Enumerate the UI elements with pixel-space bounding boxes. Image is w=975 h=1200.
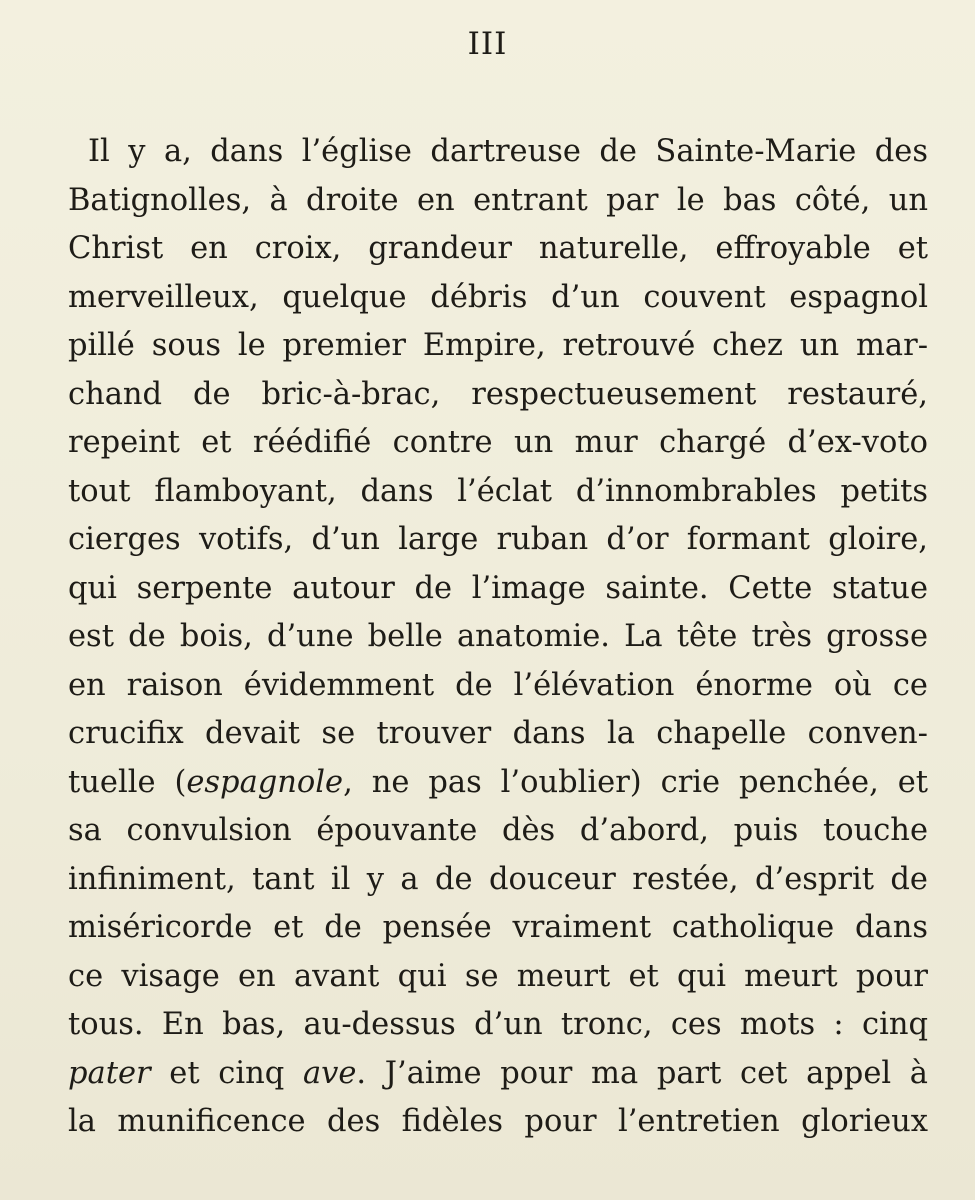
text-fragment: , ne pas l’oublier) crie penchée, et (343, 764, 929, 800)
text-line: crucifix devait se trouver dans la chapelle conven- (68, 716, 928, 751)
text-line: est de bois, d’une belle anatomie. La tête très grosse (68, 619, 928, 654)
text-line-with-italic (68, 1050, 928, 1099)
text-line: tout flamboyant, dans l’éclat d’innombrables petits (68, 473, 928, 509)
text-line: cierges votifs, d’un large ruban d’or formant gloire, (68, 522, 928, 557)
text-fragment: . J’aime pour ma part cet appel à (356, 1055, 928, 1091)
section-number: III (467, 26, 508, 62)
text-line: la munificence des fidèles pour l’entretien glorieux (68, 1104, 928, 1139)
text-line: en raison évidemment de l’élévation énorme où ce (68, 667, 928, 703)
text-line: infiniment, tant il y a de douceur restée, d’esprit de (68, 861, 928, 897)
text-line: qui serpente autour de l’image sainte. Cette statue (68, 570, 928, 606)
text-line: tous. En bas, au-dessus d’un tronc, ces mots : cinq (68, 1007, 928, 1042)
text-line: Il y a, dans l’église dartreuse de Sainte-Marie des (88, 134, 928, 169)
text-fragment: et cinq (150, 1055, 303, 1091)
text-line: miséricorde et de pensée vraiment catholique dans (68, 910, 928, 945)
text-line: merveilleux, quelque débris d’un couvent espagnol (68, 279, 928, 315)
text-line: repeint et réédifié contre un mur chargé d’ex-voto (68, 425, 928, 460)
italic-word: espagnole (186, 764, 344, 800)
text-line-with-italic (68, 759, 928, 808)
text-line: Batignolles, à droite en entrant par le bas côté, un (68, 182, 928, 218)
text-fragment: tuelle ( (68, 764, 187, 800)
text-line: Christ en croix, grandeur naturelle, effroyable et (68, 231, 928, 266)
text-line: chand de bric-à-brac, respectueusement restauré, (68, 376, 928, 412)
text-line: sa convulsion épouvante dès d’abord, puis touche (68, 813, 928, 848)
italic-word: pater (68, 1055, 151, 1091)
text-line: pillé sous le premier Empire, retrouvé chez un mar- (68, 328, 928, 363)
body-paragraph (68, 128, 928, 1147)
italic-word: ave (302, 1055, 357, 1091)
text-line: ce visage en avant qui se meurt et qui meurt pour (68, 958, 928, 994)
